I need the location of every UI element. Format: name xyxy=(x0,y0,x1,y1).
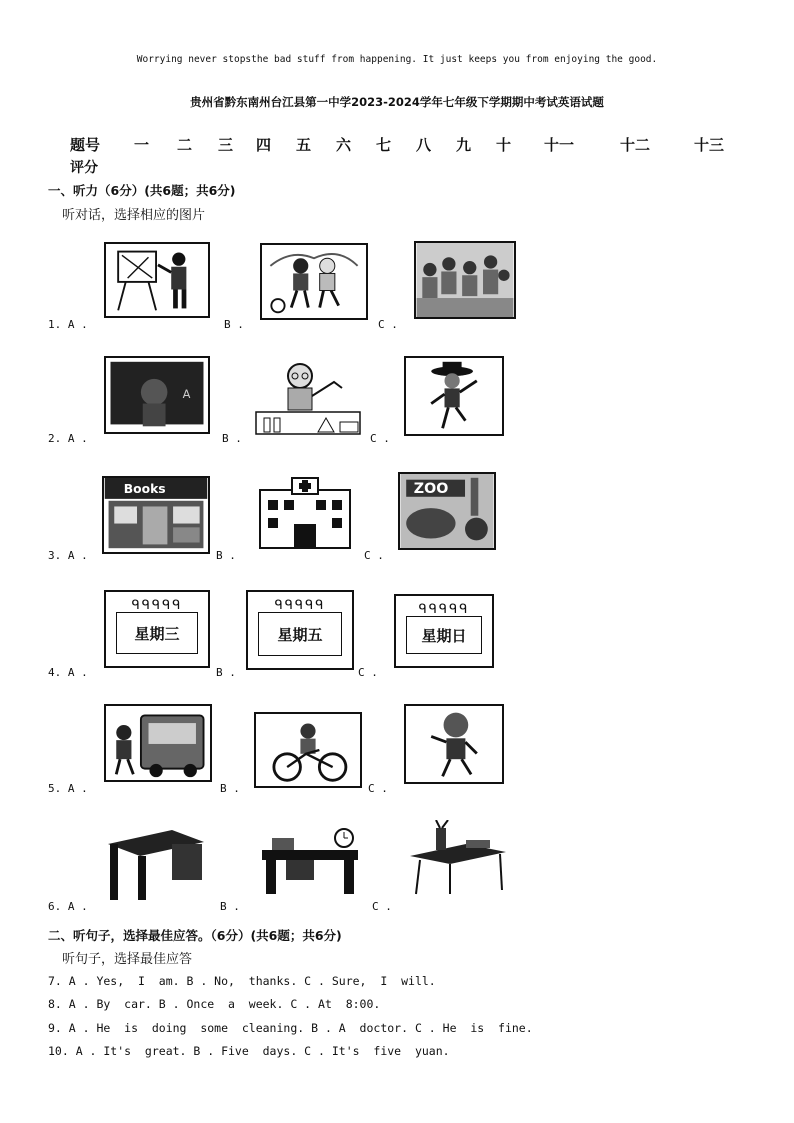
score-col-1: 一 xyxy=(134,136,150,154)
q6-c: C . xyxy=(372,900,392,913)
q5-c: C . xyxy=(368,782,388,795)
score-table-header xyxy=(70,134,750,154)
science-lab-picture[interactable] xyxy=(254,356,362,436)
painter-picture[interactable] xyxy=(104,242,210,318)
q8-text: 8. A . By car. B . Once a week. C . At 8:00. xyxy=(48,997,381,1011)
calendar-rings: ᑫᑫᑫᑫᑫ xyxy=(418,602,470,617)
calendar-rings: ᑫᑫᑫᑫᑫ xyxy=(131,598,183,613)
score-col-2: 二 xyxy=(177,136,193,154)
dancer-picture[interactable] xyxy=(404,356,504,436)
score-col-4: 四 xyxy=(256,136,272,154)
score-col-7: 七 xyxy=(376,136,392,154)
score-label: 评分 xyxy=(70,160,98,176)
section1-heading: 一、听力（6分）(共6题；共6分) xyxy=(48,183,236,198)
bike-picture[interactable] xyxy=(254,712,362,788)
soccer-boys-picture[interactable] xyxy=(260,243,368,320)
wednesday-label: 星期三 xyxy=(116,612,198,654)
q4-c: C . xyxy=(358,666,378,679)
friday-label: 星期五 xyxy=(258,612,342,656)
q9-text: 9. A . He is doing some cleaning. B . A doctor. C . He is fine. xyxy=(48,1021,533,1035)
q7-text: 7. A . Yes, I am. B . No, thanks. C . Sure, I will. xyxy=(48,974,436,988)
q1-b: B . xyxy=(224,318,244,331)
section1-instruction: 听对话，选择相应的图片 xyxy=(62,208,206,223)
desk-picture[interactable] xyxy=(102,824,210,904)
books-sign: Books xyxy=(123,482,166,497)
q4-b: B . xyxy=(216,666,236,679)
q2-c: C . xyxy=(370,432,390,445)
blackboard-picture[interactable] xyxy=(104,356,210,434)
score-col-9: 九 xyxy=(456,136,472,154)
q4-label: 4. A . xyxy=(48,666,88,679)
q3-c: C . xyxy=(364,549,384,562)
bookstore-picture[interactable] xyxy=(102,476,210,554)
q6-b: B . xyxy=(220,900,240,913)
sunday-label: 星期日 xyxy=(406,616,482,654)
q5-label: 5. A . xyxy=(48,782,88,795)
q6-label: 6. A . xyxy=(48,900,88,913)
wednesday-card[interactable] xyxy=(104,590,210,668)
section2-heading: 二、听句子，选择最佳应答。（6分）(共6题；共6分) xyxy=(48,928,342,943)
q3-label: 3. A . xyxy=(48,549,88,562)
q10-text: 10. A . It's great. B . Five days. C . It's five yuan. xyxy=(48,1044,450,1058)
score-col-3: 三 xyxy=(218,136,234,154)
q1-label: 1. A . xyxy=(48,318,88,331)
crowd-picture[interactable] xyxy=(414,241,516,319)
score-col-5: 五 xyxy=(296,136,312,154)
score-col-8: 八 xyxy=(416,136,432,154)
calendar-rings: ᑫᑫᑫᑫᑫ xyxy=(274,598,326,613)
q2-label: 2. A . xyxy=(48,432,88,445)
table-with-books-picture[interactable] xyxy=(406,820,510,896)
motto: Worrying never stopsthe bad stuff from happening. It just keeps you from enjoying the good. xyxy=(136,54,658,65)
score-col-13: 十三 xyxy=(694,136,725,154)
score-col-12: 十二 xyxy=(620,136,651,154)
zoo-sign: ZOO xyxy=(413,480,449,497)
sunday-card[interactable] xyxy=(394,594,494,668)
friday-card[interactable] xyxy=(246,590,354,670)
walking-boy-picture[interactable] xyxy=(404,704,504,784)
q5-b: B . xyxy=(220,782,240,795)
q2-b: B . xyxy=(222,432,242,445)
svg-text:A: A xyxy=(182,386,191,401)
zoo-picture[interactable] xyxy=(398,472,496,550)
score-col-6: 六 xyxy=(336,136,352,154)
score-table-row-label: 题号 xyxy=(70,136,101,154)
score-col-10: 十 xyxy=(496,136,512,154)
desk-with-clock-picture[interactable] xyxy=(256,824,364,896)
q1-c: C . xyxy=(378,318,398,331)
score-col-11: 十一 xyxy=(544,136,575,154)
page-title: 贵州省黔东南州台江县第一中学2023-2024学年七年级下学期期中考试英语试题 xyxy=(190,95,604,109)
school-bus-picture[interactable] xyxy=(104,704,212,782)
section2-instruction: 听句子，选择最佳应答 xyxy=(62,952,193,967)
hospital-picture[interactable] xyxy=(252,476,358,550)
q3-b: B . xyxy=(216,549,236,562)
